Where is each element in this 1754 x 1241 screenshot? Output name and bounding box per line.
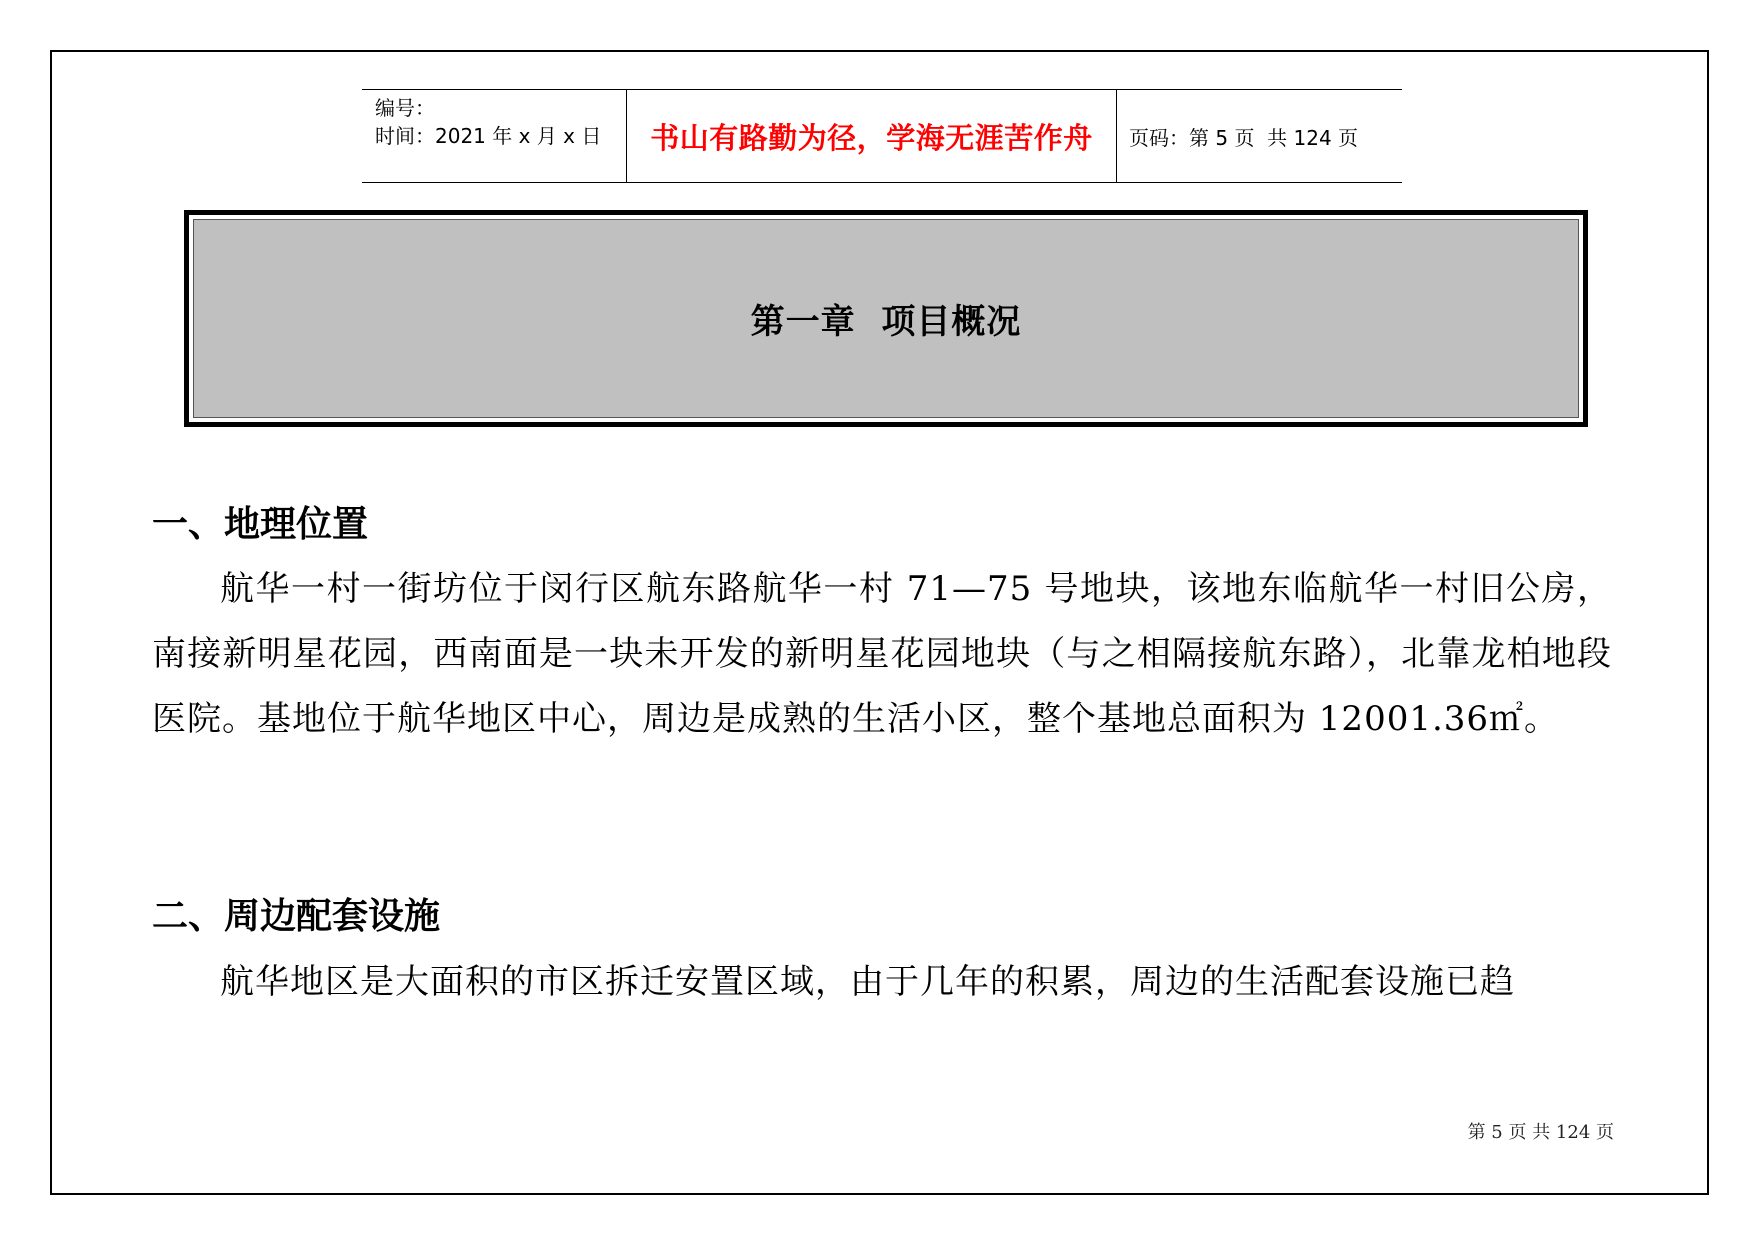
document-date-label: 时间：2021 年 x 月 x 日 [375,124,602,148]
header-page-cell [1117,90,1402,182]
header-meta-cell [362,90,627,182]
document-header [362,89,1402,183]
section-body-facilities: 航华地区是大面积的市区拆迁安置区域，由于几年的积累，周边的生活配套设施已趋 [220,962,1515,1002]
footer-page-number: 第 5 页 共 124 页 [1467,1122,1614,1143]
chapter-title: 第一章 项目概况 [750,302,1022,342]
section-heading-location: 一、地理位置 [152,504,369,545]
chapter-banner [184,210,1588,427]
document-number-label: 编号： [375,96,435,120]
chapter-banner-fill [193,219,1579,418]
header-page-info: 页码：第 5 页 共 124 页 [1129,125,1359,150]
header-motto: 书山有路勤为径，学海无涯苦作舟 [627,90,1117,182]
section-body-location: 航华一村一街坊位于闵行区航东路航华一村 71—75 号地块，该地东临航华一村旧公房，南接新明星花园，西南面是一块未开发的新明星花园地块（与之相隔接航东路），北靠龙柏地段医院。基地位于航华地区中心，周边是成熟的生活小区，整个基地总面积为 12001.36㎡。 [152,569,1612,739]
section-heading-facilities: 二、周边配套设施 [152,896,441,937]
